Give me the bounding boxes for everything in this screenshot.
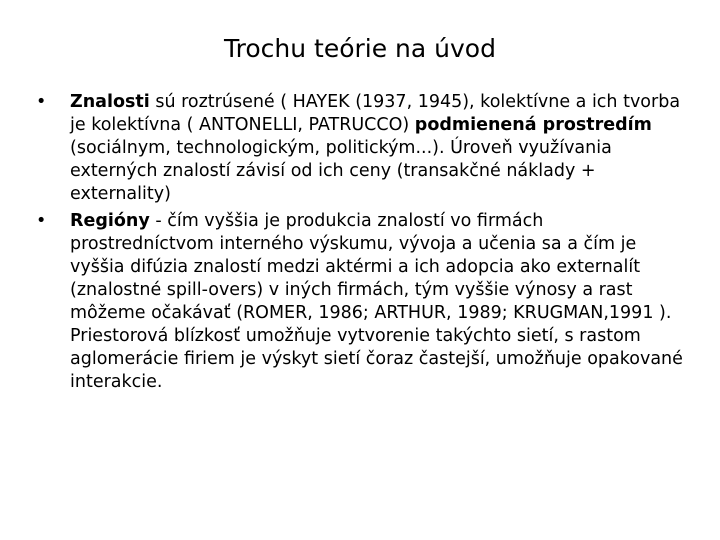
bullet-emphasis: podmienená prostredím	[414, 115, 652, 135]
bullet-text: (sociálnym, technologickým, politickým...). Úroveň využívania externých znalostí závisí od ich ceny (transakčné náklady + externality)	[70, 138, 612, 204]
slide-title: Trochu teórie na úvod	[224, 34, 496, 63]
bullet-icon: •	[36, 211, 47, 231]
bullet-text: sú roztrúsené ( HAYEK (1937, 1945), kolektívne a ich tvorba je kolektívna ( ANTONELLI, PATRUCCO)	[70, 92, 681, 135]
bullet-list	[36, 91, 686, 398]
bullet-item-regiony	[36, 210, 686, 394]
bullet-icon: •	[36, 92, 47, 112]
bullet-text: - čím vyššia je produkcia znalostí vo firmách prostredníctvom interného výskumu, vývoja a učenia sa a čím je vyššia difúzia znalostí medzi aktérmi a ich adopcia ako externalít (znalostné spill-overs) v iných firmách, tým vyššie výnosy a rast môžeme očakávať (ROMER, 1986; ARTHUR, 1989; KRUGMAN,1991 ). Priestorová blízkosť umožňuje vytvorenie takýchto sietí, s rastom aglomerácie firiem je výskyt sietí čoraz častejší, umožňuje opakované interakcie.	[70, 211, 683, 392]
bullet-item-znalosti	[36, 91, 686, 206]
bullet-term: Regióny	[70, 211, 150, 231]
bullet-term: Znalosti	[70, 92, 150, 112]
